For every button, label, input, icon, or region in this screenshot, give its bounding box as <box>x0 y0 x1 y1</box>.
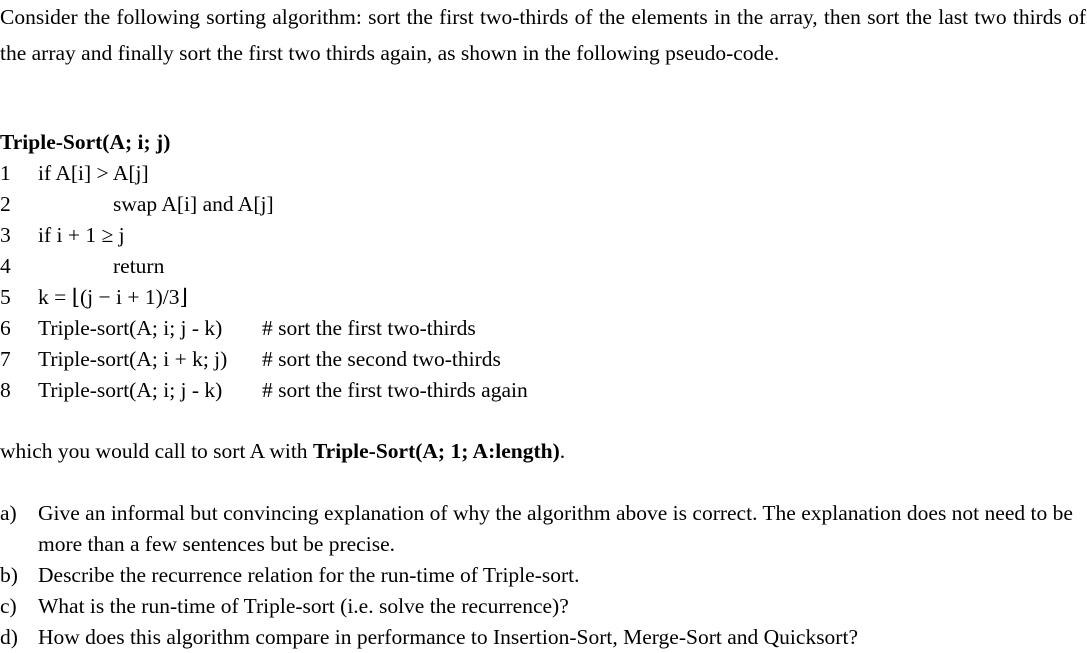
line-number: 3 <box>0 223 11 247</box>
line-number: 6 <box>0 316 11 340</box>
call-sentence <box>0 436 565 467</box>
question-text: How does this algorithm compare in performance to Insertion-Sort, Merge-Sort and Quicksort? <box>38 625 858 649</box>
question-label: d) <box>0 625 18 649</box>
code-statement: if A[i] > A[j] <box>38 161 149 185</box>
question-label: c) <box>0 594 17 618</box>
code-statement: Triple-sort(A; i; j - k) <box>38 316 223 340</box>
code-statement: k = ⌊(j − i + 1)/3⌋ <box>38 285 188 309</box>
code-statement: Triple-sort(A; i; j - k) <box>38 378 223 402</box>
question-item <box>0 498 1087 560</box>
code-statement: return <box>113 254 165 278</box>
question-item <box>0 622 1087 653</box>
question-label: b) <box>0 563 18 587</box>
question-text: Give an informal but convincing explanation of why the algorithm above is correct. The explanation does not need to be more than a few sentences but be precise. <box>38 501 1073 556</box>
code-comment: # sort the second two-thirds <box>262 347 501 371</box>
question-text: Describe the recurrence relation for the run-time of Triple-sort. <box>38 563 580 587</box>
line-number: 2 <box>0 192 11 216</box>
question-text: What is the run-time of Triple-sort (i.e. solve the recurrence)? <box>38 594 569 618</box>
call-suffix: . <box>559 439 566 463</box>
line-number: 8 <box>0 378 11 402</box>
call-prefix: which you would call to sort A with <box>0 439 313 463</box>
intro-paragraph: Consider the following sorting algorithm: sort the first two-thirds of the elements in the array, then sort the last two thirds of the array and finally sort the first two thirds again, as shown in the following pseudo-code. <box>0 5 1086 65</box>
code-comment: # sort the first two-thirds again <box>262 378 528 402</box>
code-comment: # sort the first two-thirds <box>262 316 476 340</box>
question-item <box>0 591 1087 622</box>
line-number: 5 <box>0 285 11 309</box>
pseudocode-title: Triple-Sort(A; i; j) <box>0 130 171 154</box>
line-number: 7 <box>0 347 11 371</box>
code-statement: Triple-sort(A; i + k; j) <box>38 347 228 371</box>
code-statement: if i + 1 ≥ j <box>38 223 125 247</box>
line-number: 4 <box>0 254 11 278</box>
question-label: a) <box>0 501 17 525</box>
question-item <box>0 560 1087 591</box>
question-list <box>0 498 1087 653</box>
line-number: 1 <box>0 161 11 185</box>
code-statement: swap A[i] and A[j] <box>113 192 274 216</box>
call-signature: Triple-Sort(A; 1; A:length) <box>312 439 560 463</box>
